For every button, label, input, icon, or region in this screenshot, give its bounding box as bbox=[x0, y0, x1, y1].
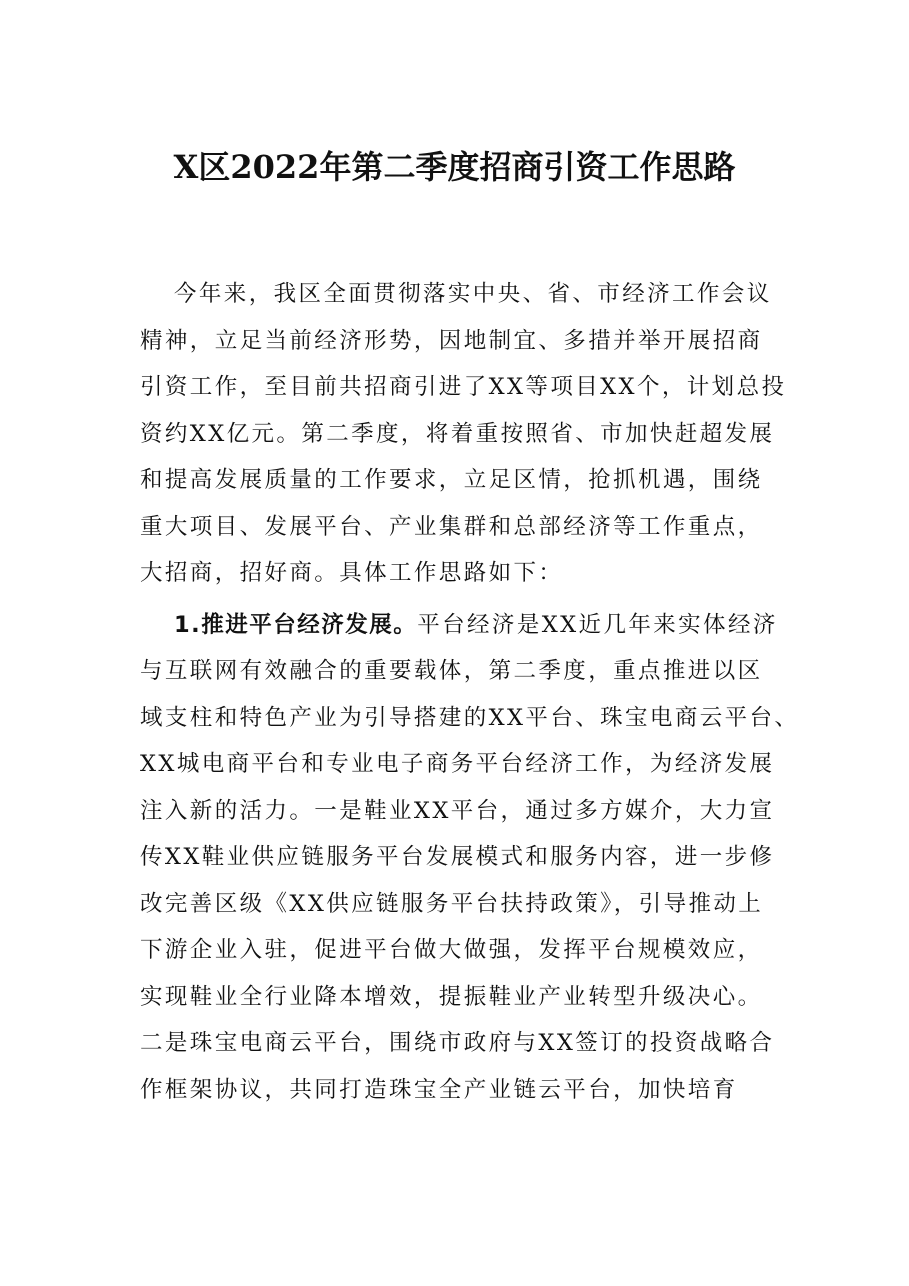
text-line: 域支柱和特色产业为引导搭建的XX平台、珠宝电商云平台、 bbox=[140, 704, 800, 731]
text-line: 大招商，招好商。具体工作思路如下： bbox=[140, 560, 564, 586]
text-line: 和提高发展质量的工作要求，立足区情，抢抓机遇，围绕 bbox=[140, 467, 763, 493]
text-line-rest: 平台经济是XX近几年来实体经济 bbox=[417, 611, 778, 638]
section-heading-lead: 1.推进平台经济发展。 bbox=[174, 611, 418, 638]
text-line: 重大项目、发展平台、产业集群和总部经济等工作重点， bbox=[140, 513, 763, 540]
text-line: XX城电商平台和专业电子商务平台经济工作，为经济发展 bbox=[140, 751, 775, 777]
text-line: 注入新的活力。一是鞋业XX平台，通过多方媒介，大力宣 bbox=[140, 797, 775, 824]
text-line: 作框架协议，共同打造珠宝全产业链云平台，加快培育 bbox=[140, 1076, 738, 1103]
document-body bbox=[140, 271, 800, 1113]
text-line: 二是珠宝电商云平台，围绕市政府与XX签订的投资战略合 bbox=[140, 1030, 775, 1056]
text-line: 实现鞋业全行业降本增效，提振鞋业产业转型升级决心。 bbox=[140, 983, 763, 1010]
text-line: 资约XX亿元。第二季度，将着重按照省、市加快赶超发展 bbox=[140, 420, 775, 447]
text-line: 引资工作，至目前共招商引进了XX等项目XX个，计划总投 bbox=[140, 374, 787, 400]
text-line: 改完善区级《XX供应链服务平台扶持政策》，引导推动上 bbox=[140, 890, 764, 917]
text-line: 与互联网有效融合的重要载体，第二季度，重点推进以区 bbox=[140, 658, 763, 684]
document-title: X区2022年第二季度招商引资工作思路 bbox=[173, 148, 736, 186]
text-line: 精神，立足当前经济形势，因地制宜、多措并举开展招商 bbox=[140, 327, 763, 354]
text-line: 传XX鞋业供应链服务平台发展模式和服务内容，进一步修 bbox=[140, 844, 775, 870]
text-line: 今年来，我区全面贯彻落实中央、省、市经济工作会议 bbox=[174, 281, 772, 307]
text-line-first bbox=[140, 602, 790, 649]
paragraph-platform-economy bbox=[140, 602, 800, 1114]
paragraph-intro bbox=[140, 271, 790, 597]
text-line: 下游企业入驻，促进平台做大做强，发挥平台规模效应， bbox=[140, 937, 763, 963]
